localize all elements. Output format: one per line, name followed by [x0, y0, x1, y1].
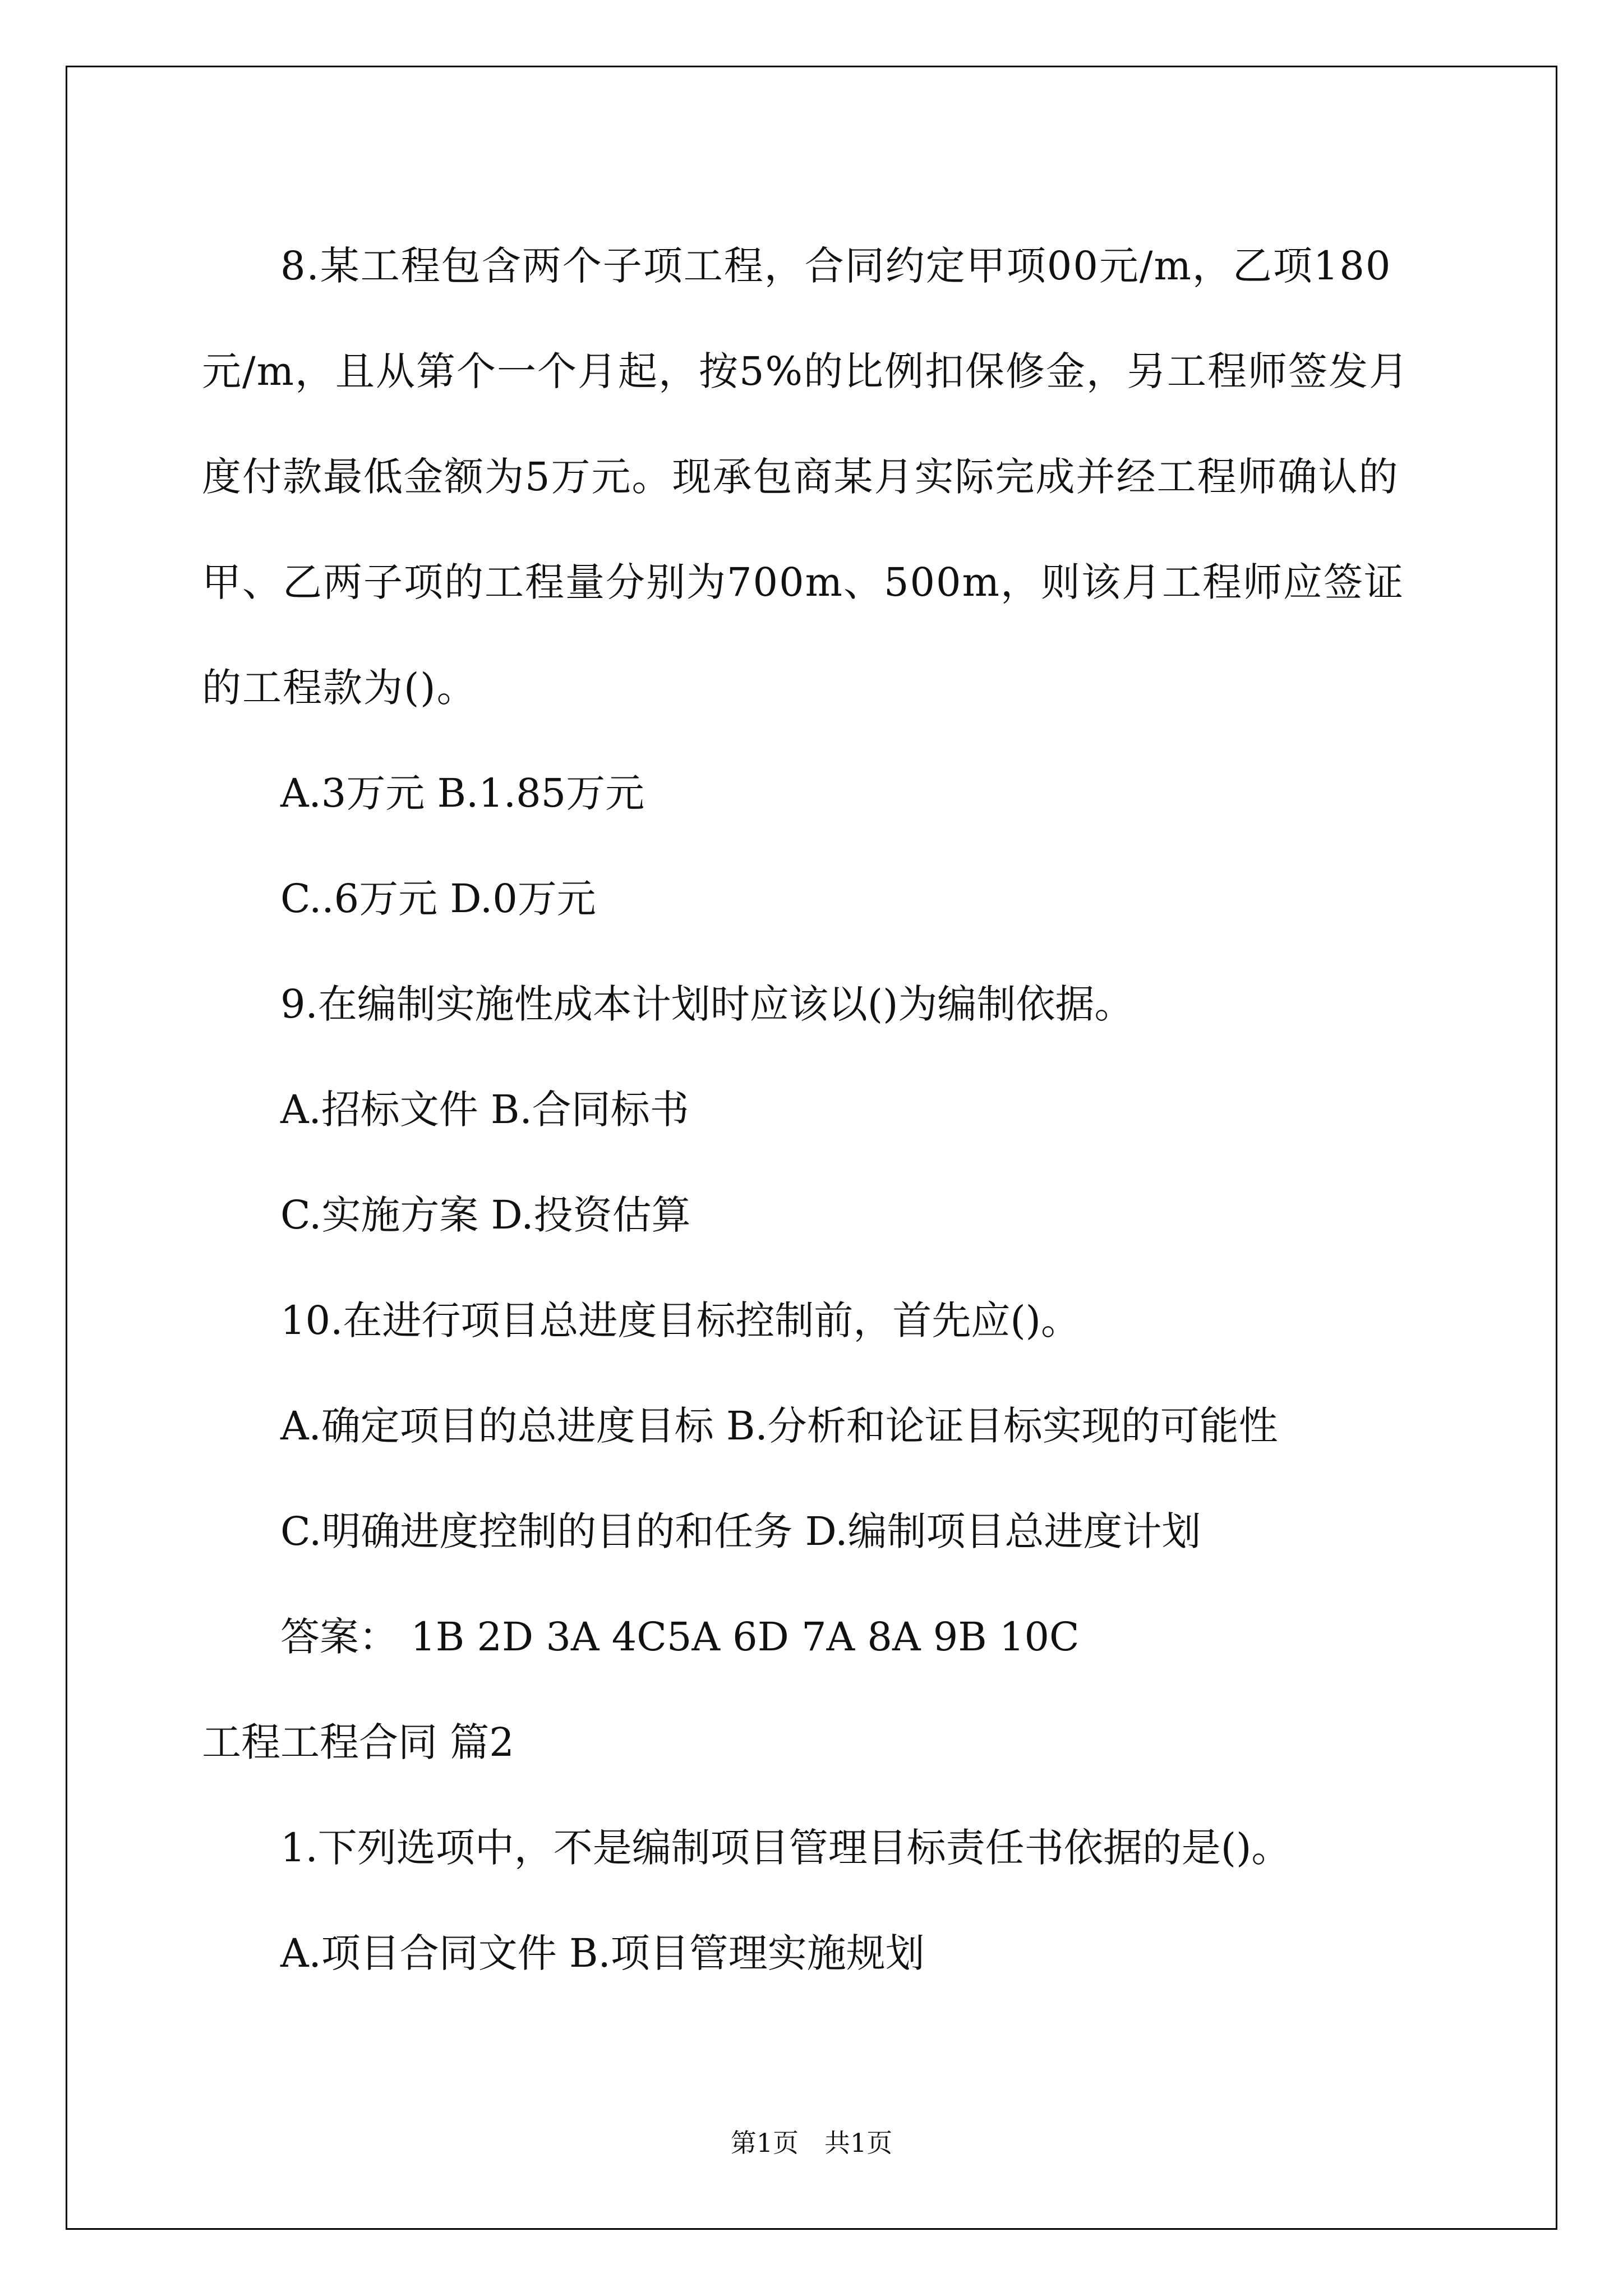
question-8: 8.某工程包含两个子项工程，合同约定甲项00元/m，乙项180元/m，且从第个一个月起，按5%的比例扣保修金，另工程师签发月度付款最低金额为5万元。现承包商某月实际完成并经工程师确认的甲、乙两子项的工程量分别为700m、500m，则该月工程师应签证的工程款为()。	[202, 243, 1410, 711]
section2-question-1: 1.下列选项中，不是编制项目管理目标责任书依据的是()。	[280, 1825, 1291, 1871]
question-9: 9.在编制实施性成本计划时应该以()为编制依据。	[280, 981, 1134, 1027]
question-9-options-cd: C.实施方案 D.投资估算	[280, 1192, 691, 1238]
section-heading: 工程工程合同 篇2	[202, 1719, 514, 1765]
question-8-options-ab: A.3万元 B.1.85万元	[280, 770, 645, 816]
question-10-options-ab: A.确定项目的总进度目标 B.分析和论证目标实现的可能性	[280, 1403, 1278, 1449]
question-9-options-ab: A.招标文件 B.合同标书	[280, 1087, 689, 1133]
question-8-options-cd: C..6万元 D.0万元	[280, 876, 596, 922]
section2-question-1-options-ab: A.项目合同文件 B.项目管理实施规划	[280, 1930, 925, 1976]
answer-key: 答案： 1B 2D 3A 4C5A 6D 7A 8A 9B 10C	[280, 1614, 1080, 1660]
question-10-options-cd: C.明确进度控制的目的和任务 D.编制项目总进度计划	[280, 1508, 1201, 1554]
document-body	[202, 213, 1436, 2006]
page-footer: 第1页 共1页	[730, 2128, 893, 2158]
question-10: 10.在进行项目总进度目标控制前，首先应()。	[280, 1297, 1080, 1343]
